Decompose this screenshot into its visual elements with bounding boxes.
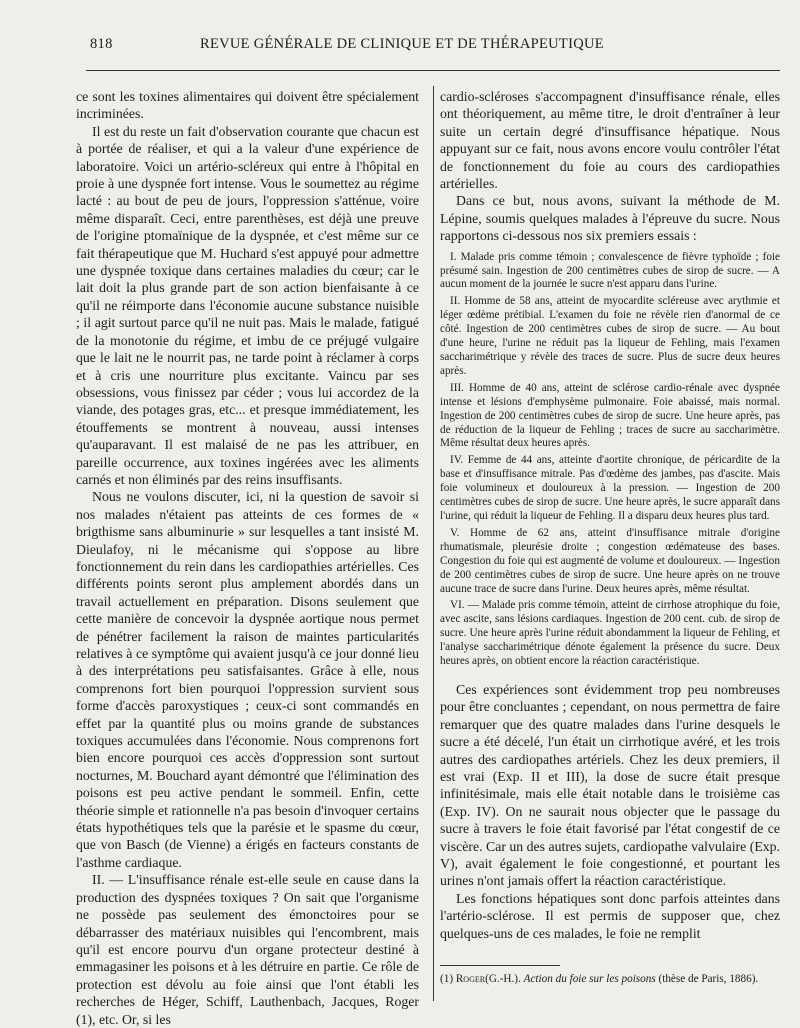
page-number: 818 [90,36,113,52]
body-paragraph: Nous ne voulons discuter, ici, ni la question de savoir si nos malades n'étaient pas atteints de ces formes de « brigthisme sans albuminurie » sur lesquelles a tant insisté M. Dieulafoy, ni le mécanisme qui s'oppose au libre fonctionnement du rein dans les cardiopathies artérielles. Ces différents points seront plus amplement abordés dans un travail actuellement en préparation. Disons seulement que cette manière de concevoir la dyspnée aortique nous permet de pénétrer facilement la raison de maintes particularités relatives à ce symptôme qui avaient jusqu'à ce jour donné lieu à des interprétations peu satisfaisantes. Grâce à elle, nous comprenons fort bien pourquoi l'oppression survient sous forme d'accès paroxystiques ; ceux-ci sont commandés en effet par la quantité plus ou moins grande de substances toxiques accumulées dans l'économie. Nous comprenons fort bien encore pourquoi ces accès d'oppression sont surtout nocturnes, M. Bouchard ayant démontré que l'élimination des poisons est peu active pendant le sommeil. Enfin, cette théorie simple et rationnelle n'a pas besoin d'invoquer certains états hypothétiques tels que la parésie et le spasme du cœur, que von Basch (de Vienne) a érigés en facteurs constants de l'asthme cardiaque. [76,489,419,870]
case-entry: I. Malade pris comme témoin ; convalescence de fièvre typhoïde ; foie présumé sain. Ingestion de 200 centimètres cubes de sirop de sucre. — A aucun moment de la journée le sucre n'est apparu dans l'urine. [440,250,780,291]
footnote [440,972,780,986]
left-column [76,88,419,1028]
case-entry: IV. Femme de 44 ans, atteinte d'aortite chronique, de péricardite de la base et d'insuffisance mitrale. Pas d'œdème des jambes, pas d'ascite. Mais foie volumineux et douloureux à la pression. — Ingestion de 200 centimètres cubes de sirop de sucre. Une heure après, le sucre apparaît dans l'urine, qui réduit la liqueur de Fehling. Il a disparu deux heures plus tard. [440,454,780,522]
right-column [440,88,780,942]
case-entry: III. Homme de 40 ans, atteint de sclérose cardio-rénale avec dyspnée intense et lésions d'emphysème pulmonaire. Foie abaissé, mais normal. Ingestion de 200 centimètres cubes de sirop de sucre. Une heure après, pas de réduction de la liqueur de Fehling ; traces de sucre au saccharimètre. Même résultat deux heures après. [440,381,780,450]
footnote-author: Roger [455,973,486,985]
body-paragraph: Les fonctions hépatiques sont donc parfois atteintes dans l'artério-sclérose. Il est permis de supposer que, chez quelques-uns de ces malades, le foie ne remplit [440,890,780,941]
body-paragraph: Il est du reste un fait d'observation courante que chacun est à portée de réaliser, et qui a la valeur d'une expérience de laboratoire. Voici un artério-scléreux qui entre à l'hôpital en proie à une dyspnée fort intense. Vous le soumettez au régime lacté : au bout de peu de jours, l'oppression s'atténue, voire même disparaît. Ceci, entre parenthèses, est déjà une preuve de l'origine ptomaïnique de la dyspnée, et c'est même sur ce fait thérapeutique que M. Huchard s'est appuyé pour admettre une dyspnée toxique dans certaines maladies du cœur; car le lait doit la plus grande part de son action bienfaisante à ce qu'il ne réimporte dans l'économie aucune substance nuisible ; il agit surtout parce qu'il ne nuit pas. Mais le malade, fatigué de la monotonie du régime, et imbu de ce préjugé vulgaire que le lait ne le nourrit pas, ne tarde point à réclamer à corps et à cris une nourriture plus excitante. Vaincu par ses obsessions, vous finissez par céder ; vous lui accordez de la viande, des potages gras, etc... et presque immédiatement, les étouffements se montrent à nouveau, aussi intenses qu'auparavant. Il est malaisé de ne pas les attribuer, en pareille occurrence, aux toxines ingérées avec les aliments carnés et non éliminés par des reins insuffisants. [76,123,419,487]
footnote-marker: (1) [440,973,456,985]
body-paragraph: II. — L'insuffisance rénale est-elle seule en cause dans la production des dyspnées toxiques ? On sait que l'organisme ne possède pas seulement des émonctoires pour se débarrasser des matériaux nuisibles qui l'encombrent, mais qu'il est encore pourvu d'un organe protecteur destiné à emmagasiner les poisons et à les détruire en partie. Ce rôle de protection est dévolu au foie ainsi que l'ont établi les recherches de Héger, Schiff, Lauthenbach, Jacques, Roger (1), etc. Or, si les [76,872,419,1027]
footnote-initials: (G.-H.). [485,973,524,985]
column-divider [433,86,434,1001]
footnote-rest: (thèse de Paris, 1886). [655,973,759,985]
footnote-title: Action du foie sur les poisons [523,973,656,985]
case-entry: VI. — Malade pris comme témoin, atteint de cirrhose atrophique du foie, avec ascite, sans lésions cardiaques. Ingestion de 200 cent. cub. de sirop de sucre. Une heure après l'urine réduit abondamment la liqueur de Fehling, et l'analyse saccharimétrique dénote également la présence du sucre. Deux heures après, on obtient encore la réaction caractéristique. [440,599,780,668]
case-entry: II. Homme de 58 ans, atteint de myocardite scléreuse avec arythmie et léger œdème prétibial. L'examen du foie ne révèle rien d'anormal de ce côté. Ingestion de 200 centimètres cubes de sirop de sucre. — Au bout d'une heure, l'urine ne réduit pas la liqueur de Fehling, mais l'examen saccharimétrique y révèle des traces de sucre. Plus de sucre deux heures après. [440,295,780,377]
body-paragraph: cardio-scléroses s'accompagnent d'insuffisance rénale, elles ont théoriquement, au même titre, le droit d'entraîner à leur suite un certain degré d'insuffisance hépatique. Nous appuyant sur ce fait, nous avons encore voulu contrôler l'état de fonctionnement du foie au cours des cardiopathies artérielles. [440,89,780,192]
footnote-rule [440,965,560,966]
body-paragraph: Ces expériences sont évidemment trop peu nombreuses pour être concluantes ; cependant, on nous permettra de faire remarquer que des quatre malades dans l'urine desquels le sucre a été décelé, l'un était un cirrhotique avéré, et les trois autres des cardiopathes artériels. Chez les deux premiers, il est vrai (Exp. II et III), la dose de sucre était presque infinitésimale, mais elle était notable dans le troisième cas (Exp. IV). On ne saurait nous objecter que le passage du sucre à travers le foie était favorisé par l'état congestif de ce viscère. Car un des autres sujets, cardiopathe valvulaire (Exp. V), avait également le foie congestionné, et pourtant les urines n'ont jamais offert la réaction caractéristique. [440,681,780,889]
page-header [90,36,780,58]
body-paragraph: ce sont les toxines alimentaires qui doivent être spécialement incriminées. [76,89,419,122]
header-rule [86,70,780,71]
case-entry: V. Homme de 62 ans, atteint d'insuffisance mitrale d'origine rhumatismale, pleurésie droite ; congestion œdémateuse des bases. Congestion du foie qui est augmenté de volume et douloureux. — Ingestion de 200 centimètres cubes de sirop de sucre. Une heure après on ne trouve aucune trace de sucre dans l'urine. Deux heures après, même résultat. [440,526,780,595]
body-paragraph: Dans ce but, nous avons, suivant la méthode de M. Lépine, soumis quelques malades à l'épreuve du sucre. Nous rapportons ci-dessous nos six premiers essais : [440,193,780,244]
running-title: REVUE GÉNÉRALE DE CLINIQUE ET DE THÉRAPEUTIQUE [200,36,604,52]
case-list [440,251,780,669]
